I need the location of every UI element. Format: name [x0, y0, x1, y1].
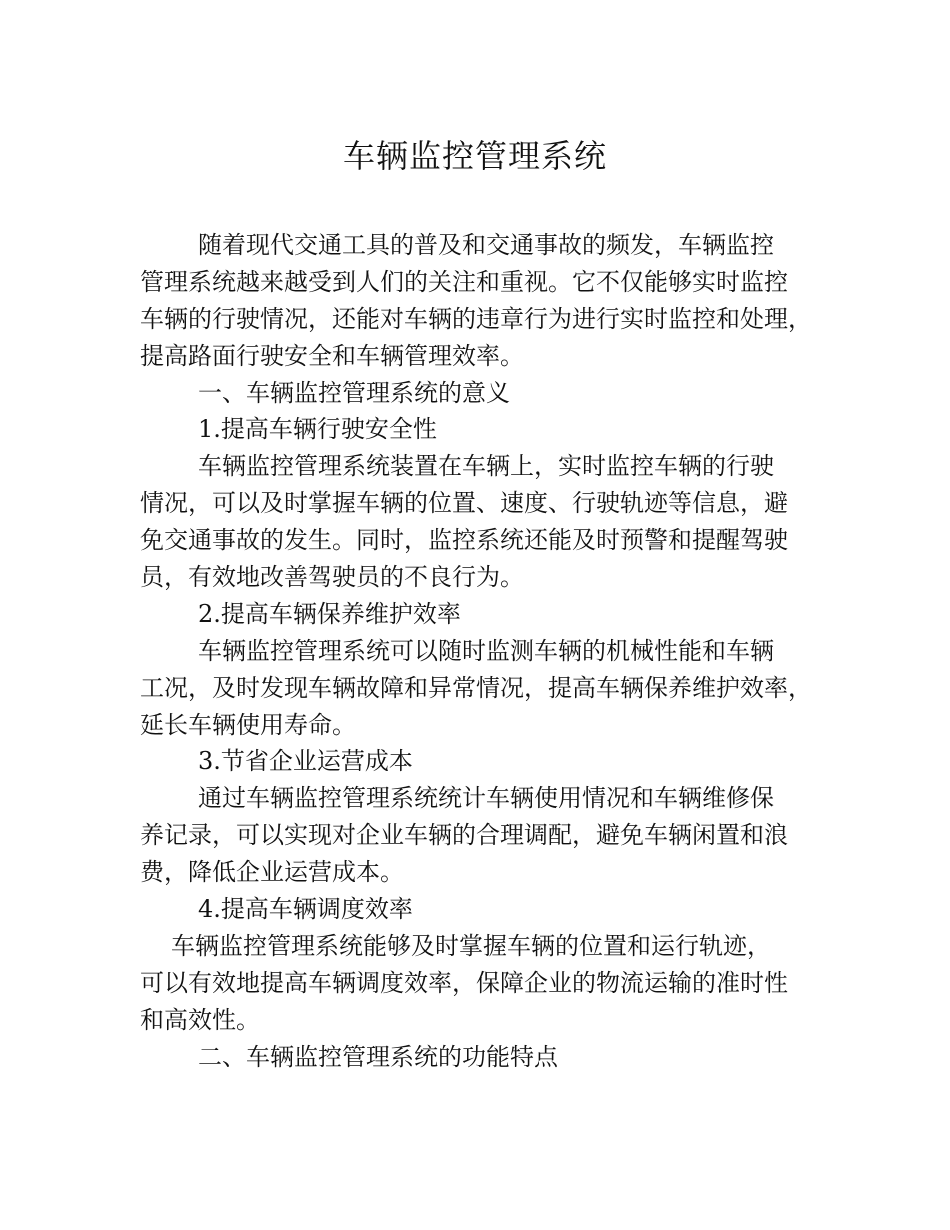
text-line: 延长车辆使用寿命。	[140, 710, 356, 739]
document-body	[140, 227, 830, 1075]
text-line: 3.节省企业运营成本	[198, 747, 413, 776]
text-line: 费，降低企业运营成本。	[140, 858, 404, 887]
text-line: 免交通事故的发生。同时，监控系统还能及时预警和提醒驾驶	[140, 526, 788, 555]
text-line: 1.提高车辆行驶安全性	[198, 415, 437, 444]
text-line: 二、车辆监控管理系统的功能特点	[198, 1042, 558, 1071]
text-line: 4.提高车辆调度效率	[198, 895, 413, 924]
text-line: 随着现代交通工具的普及和交通事故的频发，车辆监控	[198, 231, 774, 259]
text-line: 2.提高车辆保养维护效率	[198, 599, 461, 628]
text-line: 提高路面行驶安全和车辆管理效率。	[140, 341, 524, 370]
text-line: 工况，及时发现车辆故障和异常情况，提高车辆保养维护效率，	[140, 673, 812, 702]
text-line: 可以有效地提高车辆调度效率，保障企业的物流运输的准时性	[140, 968, 788, 997]
text-line: 管理系统越来越受到人们的关注和重视。它不仅能够实时监控	[140, 267, 788, 296]
text-line: 员，有效地改善驾驶员的不良行为。	[140, 563, 524, 592]
text-line: 车辆监控管理系统装置在车辆上，实时监控车辆的行驶	[198, 452, 774, 481]
document-title: 车辆监控管理系统	[342, 137, 607, 175]
text-line: 通过车辆监控管理系统统计车辆使用情况和车辆维修保	[198, 784, 774, 813]
text-line: 一、车辆监控管理系统的意义	[198, 378, 510, 407]
text-line: 养记录，可以实现对企业车辆的合理调配，避免车辆闲置和浪	[140, 821, 788, 850]
text-line: 车辆监控管理系统能够及时掌握车辆的位置和运行轨迹，	[171, 931, 771, 960]
text-line: 车辆的行驶情况，还能对车辆的违章行为进行实时监控和处理，	[140, 304, 812, 333]
text-line: 情况，可以及时掌握车辆的位置、速度、行驶轨迹等信息，避	[140, 489, 788, 518]
text-line: 车辆监控管理系统可以随时监测车辆的机械性能和车辆	[198, 636, 774, 665]
text-line: 和高效性。	[140, 1005, 260, 1034]
